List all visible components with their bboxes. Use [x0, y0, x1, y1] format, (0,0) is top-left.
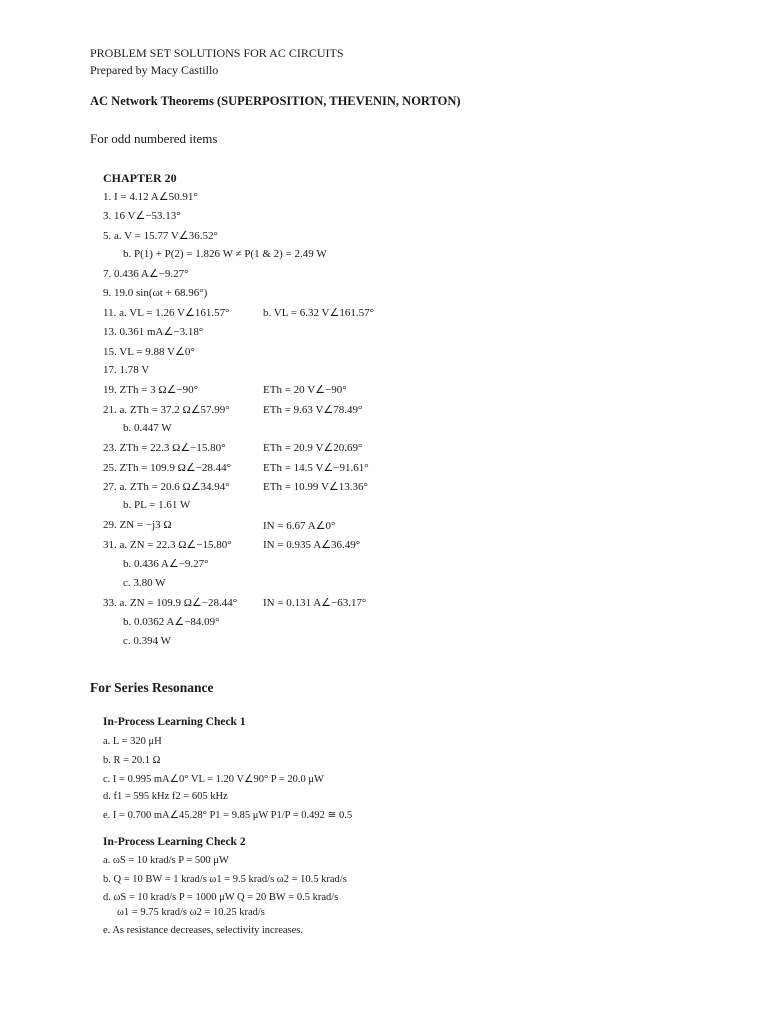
answer-line: 27. a. ZTh = 20.6 Ω∠34.94° — [103, 481, 230, 493]
answer-line: 17. 1.78 V — [103, 364, 150, 376]
section-subheading: For odd numbered items — [90, 131, 218, 146]
check-answer-line: e. I = 0.700 mA∠45.28° P1 = 9.85 μW P1/P = 0.492 ≅ 0.5 — [103, 810, 353, 821]
answer-line: 29. ZN = −j3 Ω — [103, 519, 172, 531]
document-title: PROBLEM SET SOLUTIONS FOR AC CIRCUITS — [90, 46, 344, 60]
section-heading: AC Network Theorems (SUPERPOSITION, THEVENIN, NORTON) — [90, 94, 461, 108]
answer-line: 1. I = 4.12 A∠50.91° — [103, 191, 198, 203]
check-answer-line: d. f1 = 595 kHz f2 = 605 kHz — [103, 791, 228, 802]
answer-line: 3. 16 V∠−53.13° — [103, 210, 181, 222]
check-answer-line: c. I = 0.995 mA∠0° VL = 1.20 V∠90° P = 20.0 μW — [103, 774, 324, 785]
answer-line: 25. ZTh = 109.9 Ω∠−28.44° — [103, 462, 232, 474]
check-answer-line: a. ωS = 10 krad/s P = 500 μW — [103, 855, 229, 866]
answer-line: b. 0.447 W — [123, 422, 172, 434]
learning-check-title: In-Process Learning Check 2 — [103, 836, 246, 848]
answer-line: c. 0.394 W — [123, 635, 172, 647]
answer-line: 31. a. ZN = 22.3 Ω∠−15.80° — [103, 539, 232, 551]
check-answer-line: d. ωS = 10 krad/s P = 1000 μW Q = 20 BW = 0.5 krad/s — [103, 892, 339, 903]
answer-line: 19. ZTh = 3 Ω∠−90° — [103, 384, 199, 396]
author-line: Prepared by Macy Castillo — [90, 63, 219, 77]
answer-line-col2: IN = 0.131 A∠−63.17° — [263, 597, 367, 609]
check-answer-line: e. As resistance decreases, selectivity increases. — [103, 925, 303, 936]
answer-line: 21. a. ZTh = 37.2 Ω∠57.99° — [103, 404, 230, 416]
answer-line-col2: ETh = 9.63 V∠78.49° — [263, 404, 363, 416]
answer-line: b. 0.436 A∠−9.27° — [123, 558, 209, 570]
answer-line: 5. a. V = 15.77 V∠36.52° — [103, 230, 218, 242]
answer-line-col2: ETh = 10.99 V∠13.36° — [263, 481, 368, 493]
answer-line-col2: ETh = 20 V∠−90° — [263, 384, 347, 396]
answer-line-col2: ETh = 14.5 V∠−91.61° — [263, 462, 369, 474]
answer-line: b. 0.0362 A∠−84.09° — [123, 616, 220, 628]
answer-line-col2: IN = 6.67 A∠0° — [263, 520, 336, 532]
answer-line: 11. a. VL = 1.26 V∠161.57° — [103, 307, 230, 319]
chapter-title: CHAPTER 20 — [103, 171, 177, 185]
answer-line: b. PL = 1.61 W — [123, 499, 191, 511]
check-answer-line: b. R = 20.1 Ω — [103, 755, 161, 766]
answer-line: c. 3.80 W — [123, 577, 166, 589]
check-answer-line: ω1 = 9.75 krad/s ω2 = 10.25 krad/s — [117, 907, 265, 918]
answer-line: 15. VL = 9.88 V∠0° — [103, 346, 195, 358]
answer-line: 23. ZTh = 22.3 Ω∠−15.80° — [103, 442, 226, 454]
answer-line: 33. a. ZN = 109.9 Ω∠−28.44° — [103, 597, 238, 609]
answer-line: 13. 0.361 mA∠−3.18° — [103, 326, 204, 338]
answer-line: 7. 0.436 A∠−9.27° — [103, 268, 189, 280]
check-answer-line: b. Q = 10 BW = 1 krad/s ω1 = 9.5 krad/s ω2 = 10.5 krad/s — [103, 874, 347, 885]
answer-line-col2: IN = 0.935 A∠36.49° — [263, 539, 361, 551]
check-answer-line: a. L = 320 μH — [103, 736, 162, 747]
section-heading: For Series Resonance — [90, 680, 214, 695]
answer-line-col2: ETh = 20.9 V∠20.69° — [263, 442, 363, 454]
learning-check-title: In-Process Learning Check 1 — [103, 716, 246, 728]
answer-line: 9. 19.0 sin(ωt + 68.96°) — [103, 287, 208, 299]
answer-line: b. P(1) + P(2) = 1.826 W ≠ P(1 & 2) = 2.49 W — [123, 248, 327, 260]
answer-line-col2: b. VL = 6.32 V∠161.57° — [263, 307, 375, 319]
